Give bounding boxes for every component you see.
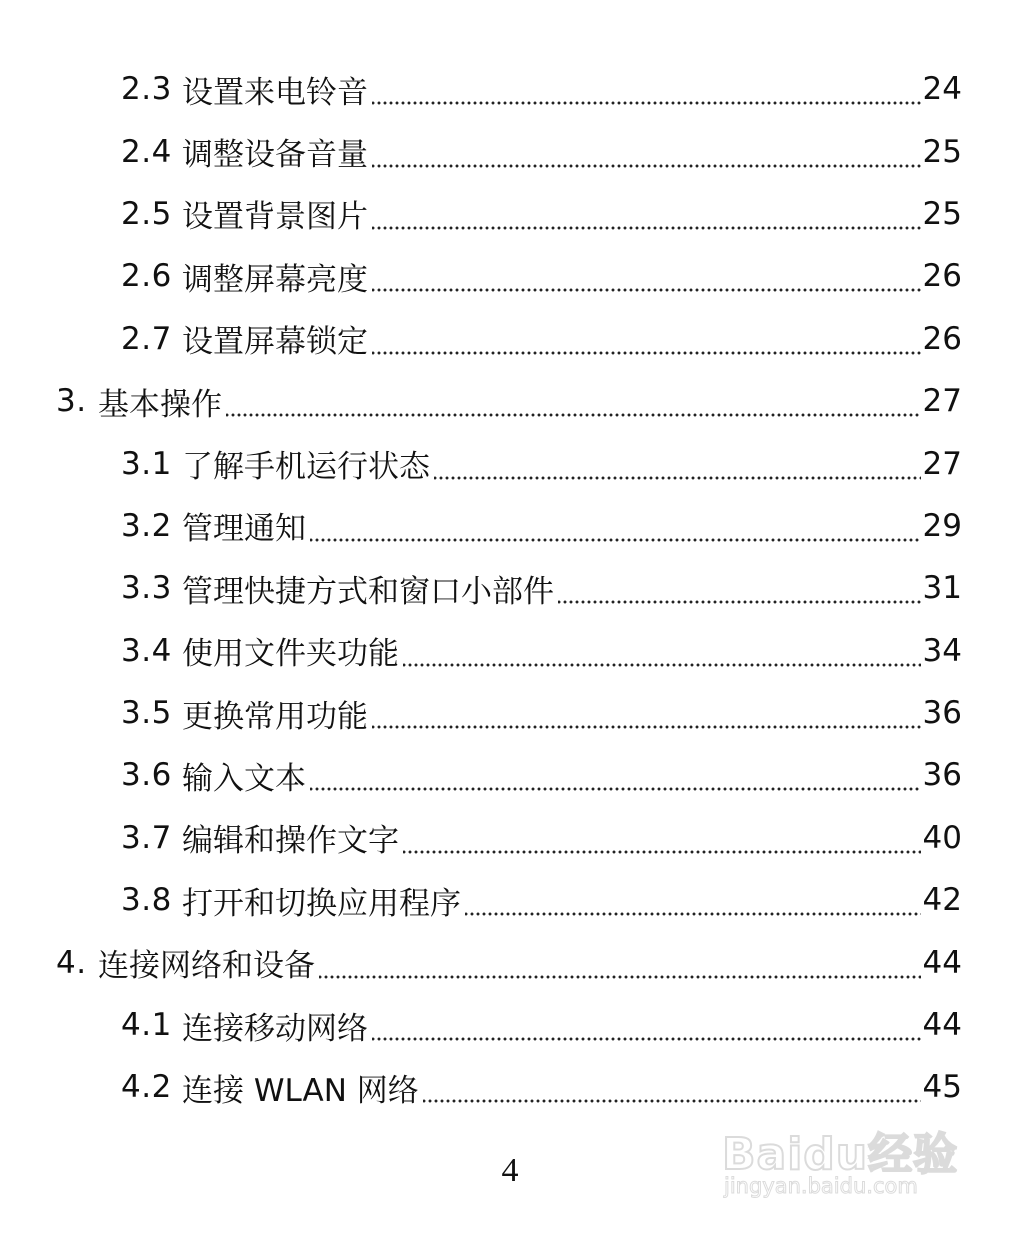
toc-entry-number: 3.5 — [121, 695, 172, 732]
toc-entry-page: 36 — [922, 695, 962, 732]
toc-entry-number: 2.5 — [121, 195, 172, 232]
toc-entry[interactable] — [0, 620, 1020, 682]
toc-entry-page: 27 — [922, 445, 962, 482]
toc-entry-number: 3.3 — [121, 570, 172, 607]
toc-entry[interactable] — [0, 432, 1020, 494]
toc-entry-number: 3. — [56, 383, 87, 420]
toc-dot-leader — [370, 725, 922, 729]
toc-dot-leader — [401, 663, 922, 667]
toc-entry-number: 3.4 — [121, 632, 172, 669]
toc-entry-title: 了解手机运行状态 — [182, 441, 434, 486]
toc-entry-page: 42 — [922, 882, 962, 919]
toc-dot-leader — [370, 226, 922, 230]
toc-dot-leader — [370, 101, 922, 105]
toc-entry[interactable] — [0, 308, 1020, 370]
toc-dot-leader — [370, 288, 922, 292]
toc-entry-title: 设置屏幕锁定 — [182, 316, 372, 361]
toc-entry-number: 4. — [56, 944, 87, 981]
toc-entry-title: 更换常用功能 — [182, 691, 372, 736]
toc-entry[interactable] — [0, 682, 1020, 744]
toc-entry-page: 40 — [922, 819, 962, 856]
toc-entry-title: 连接移动网络 — [182, 1003, 372, 1048]
toc-entry-page: 44 — [922, 944, 962, 981]
toc-entry-page: 25 — [922, 133, 962, 170]
toc-entry-page: 26 — [922, 320, 962, 357]
toc-entry-title: 设置背景图片 — [182, 191, 372, 236]
toc-entry-page: 45 — [922, 1069, 962, 1106]
toc-entry[interactable] — [0, 245, 1020, 307]
toc-dot-leader — [370, 1037, 922, 1041]
toc-entry-number: 2.4 — [121, 133, 172, 170]
toc-entry-number: 2.7 — [121, 320, 172, 357]
toc-entry-title: 打开和切换应用程序 — [182, 878, 465, 923]
toc-entry-title: 输入文本 — [182, 753, 310, 798]
toc-dot-leader — [317, 975, 922, 979]
toc-entry-page: 27 — [922, 383, 962, 420]
toc-entry-title: 使用文件夹功能 — [182, 628, 403, 673]
toc-entry[interactable] — [0, 807, 1020, 869]
watermark-url: jingyan.baidu.com — [724, 1174, 918, 1198]
toc-entry[interactable] — [0, 994, 1020, 1056]
page-number: 4 — [501, 1152, 519, 1189]
toc-entry-title: 管理通知 — [182, 503, 310, 548]
toc-entry[interactable] — [0, 183, 1020, 245]
toc-dot-leader — [401, 850, 922, 854]
toc-entry-page: 26 — [922, 258, 962, 295]
toc-entry[interactable] — [0, 120, 1020, 182]
toc-entry-number: 3.2 — [121, 507, 172, 544]
toc-entry[interactable] — [0, 869, 1020, 931]
toc-entry[interactable] — [0, 557, 1020, 619]
toc-entry-number: 3.7 — [121, 819, 172, 856]
toc-entry-page: 36 — [922, 757, 962, 794]
toc-entry-title: 调整屏幕亮度 — [182, 254, 372, 299]
toc-entry[interactable] — [0, 495, 1020, 557]
toc-entry-title: 连接 WLAN 网络 — [182, 1065, 423, 1110]
toc-entry-page: 29 — [922, 507, 962, 544]
toc-dot-leader — [556, 600, 922, 604]
toc-dot-leader — [421, 1099, 922, 1103]
toc-entry-title: 连接网络和设备 — [98, 940, 319, 985]
watermark-brand: Baidu经验 — [722, 1129, 959, 1180]
toc-dot-leader — [432, 476, 922, 480]
toc-entry[interactable] — [0, 370, 1020, 432]
toc-entry-number: 3.8 — [121, 882, 172, 919]
toc-dot-leader — [308, 538, 922, 542]
toc-dot-leader — [308, 787, 922, 791]
toc-entry-title: 设置来电铃音 — [182, 67, 372, 112]
toc-dot-leader — [224, 413, 922, 417]
baidu-watermark — [722, 1098, 962, 1208]
toc-dot-leader — [370, 164, 922, 168]
toc-dot-leader — [463, 912, 922, 916]
toc-entry-page: 34 — [922, 632, 962, 669]
toc-dot-leader — [370, 351, 922, 355]
toc-entry-number: 2.6 — [121, 258, 172, 295]
toc-entry-title: 管理快捷方式和窗口小部件 — [182, 566, 558, 611]
toc-entry-number: 3.1 — [121, 445, 172, 482]
toc-entry[interactable] — [0, 744, 1020, 806]
toc-entry-number: 4.1 — [121, 1007, 172, 1044]
toc-entry[interactable] — [0, 58, 1020, 120]
toc-entry-number: 4.2 — [121, 1069, 172, 1106]
toc-entry-title: 编辑和操作文字 — [182, 815, 403, 860]
toc-entry[interactable] — [0, 931, 1020, 993]
toc-entry-page: 31 — [922, 570, 962, 607]
toc-entry-number: 3.6 — [121, 757, 172, 794]
toc-entry-title: 调整设备音量 — [182, 129, 372, 174]
toc-entry-page: 44 — [922, 1007, 962, 1044]
toc-entry-number: 2.3 — [121, 71, 172, 108]
toc-entry-page: 25 — [922, 195, 962, 232]
toc-entry-page: 24 — [922, 71, 962, 108]
toc-entry-title: 基本操作 — [98, 379, 226, 424]
table-of-contents — [0, 58, 1020, 1119]
